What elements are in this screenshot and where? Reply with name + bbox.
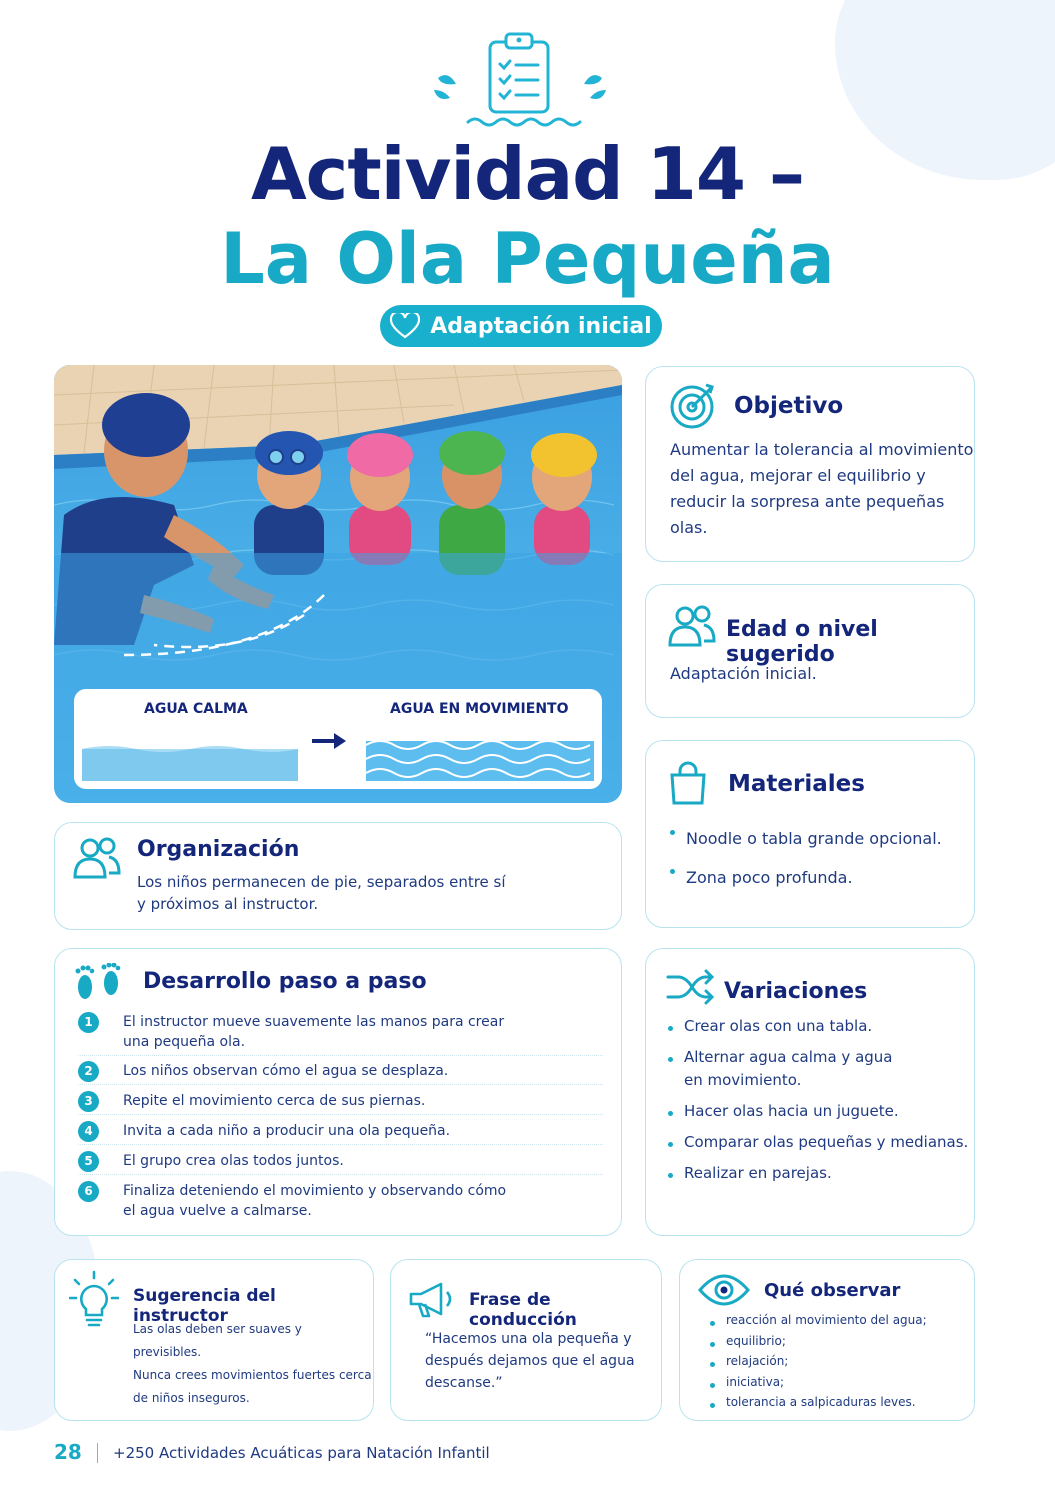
observar-item: equilibrio; — [708, 1331, 968, 1352]
step-text: Invita a cada niño a producir una ola pequeña. — [123, 1123, 451, 1139]
calm-water-label: AGUA CALMA — [144, 701, 248, 717]
frase-line: “Hacemos una ola pequeña y — [425, 1331, 632, 1347]
observar-item: reacción al movimiento del agua; — [708, 1310, 968, 1331]
page-title-line2: La Ola Pequeña — [220, 218, 835, 300]
step-text: Los niños observan cómo el agua se desplaza. — [123, 1063, 449, 1079]
observar-heading: Qué observar — [764, 1280, 901, 1301]
step-number: 3 — [78, 1091, 99, 1112]
frase-line: después dejamos que el agua — [425, 1353, 635, 1369]
step-item — [78, 1061, 603, 1085]
megaphone-icon — [407, 1280, 457, 1320]
edad-card — [645, 584, 975, 718]
objetivo-line: Aumentar la tolerancia al movimiento — [670, 440, 974, 459]
objetivo-heading: Objetivo — [734, 393, 844, 419]
footer-divider — [97, 1443, 98, 1463]
step-number: 5 — [78, 1151, 99, 1172]
observar-card — [679, 1259, 975, 1421]
variaciones-item — [666, 1015, 971, 1038]
step-item — [78, 1121, 603, 1145]
objetivo-line: del agua, mejorar el equilibrio y — [670, 466, 926, 485]
step-text: El grupo crea olas todos juntos. — [123, 1153, 344, 1169]
objetivo-line: reducir la sorpresa ante pequeñas — [670, 492, 945, 511]
category-badge — [380, 305, 662, 347]
sugerencia-card — [54, 1259, 374, 1421]
sugerencia-heading: Sugerencia del instructor — [133, 1286, 276, 1326]
materiales-item: Noodle o tabla grande opcional. — [668, 819, 968, 858]
variaciones-item — [666, 1100, 971, 1123]
moving-water-label: AGUA EN MOVIMIENTO — [390, 701, 569, 717]
step-item — [78, 1091, 603, 1115]
step-text: Finaliza deteniendo el movimiento y observando cómo — [123, 1183, 507, 1199]
eye-icon — [698, 1272, 750, 1308]
step-item — [78, 1151, 603, 1175]
edad-heading: Edad o nivel sugerido — [726, 617, 878, 667]
desarrollo-heading: Desarrollo paso a paso — [143, 969, 427, 994]
sugerencia-line: Nunca crees movimientos fuertes cerca — [133, 1368, 372, 1382]
step-text: El instructor mueve suavemente las manos para crear — [123, 1014, 505, 1030]
heart-icon — [390, 313, 420, 339]
step-item — [78, 1012, 603, 1056]
step-text: Repite el movimiento cerca de sus piernas. — [123, 1093, 426, 1109]
edad-text: Adaptación inicial. — [670, 664, 817, 683]
materiales-heading: Materiales — [728, 771, 865, 797]
step-text: una pequeña ola. — [123, 1034, 246, 1050]
observar-item: iniciativa; — [708, 1372, 968, 1393]
organizacion-line: y próximos al instructor. — [137, 895, 319, 913]
observar-item: tolerancia a salpicaduras leves. — [708, 1392, 968, 1413]
sugerencia-line: Las olas deben ser suaves y previsibles. — [133, 1322, 302, 1359]
frase-card — [390, 1259, 662, 1421]
clipboard-checklist-icon — [430, 28, 610, 138]
variaciones-card — [645, 948, 975, 1236]
organizacion-line: Los niños permanecen de pie, separados entre sí — [137, 873, 506, 891]
materiales-card — [645, 740, 975, 928]
step-number: 2 — [78, 1061, 99, 1082]
step-number: 1 — [78, 1012, 99, 1033]
step-text: el agua vuelve a calmarse. — [123, 1203, 312, 1219]
organizacion-card — [54, 822, 622, 930]
pool-illustration — [54, 365, 622, 803]
users-icon — [73, 837, 121, 879]
step-number: 6 — [78, 1181, 99, 1202]
objetivo-card — [645, 366, 975, 562]
variaciones-item — [666, 1162, 971, 1185]
sugerencia-line: de niños inseguros. — [133, 1391, 250, 1405]
variaciones-text: en movimiento. — [684, 1071, 802, 1089]
variaciones-text: Crear olas con una tabla. — [684, 1017, 873, 1035]
variaciones-item — [666, 1046, 971, 1092]
page-number: 28 — [54, 1440, 82, 1464]
frase-heading: Frase de conducción — [469, 1290, 577, 1330]
shopping-bag-icon — [668, 761, 708, 805]
step-item — [78, 1181, 603, 1225]
variaciones-text: Realizar en parejas. — [684, 1164, 832, 1182]
category-badge-label: Adaptación inicial — [430, 313, 652, 339]
variaciones-item — [666, 1131, 971, 1154]
variaciones-text: Comparar olas pequeñas y medianas. — [684, 1133, 969, 1151]
variaciones-heading: Variaciones — [724, 979, 868, 1004]
materiales-item: Zona poco profunda. — [668, 858, 968, 897]
observar-item: relajación; — [708, 1351, 968, 1372]
footprints-icon — [71, 963, 125, 1003]
target-icon — [668, 381, 718, 431]
page-title-line1: Actividad 14 – — [250, 132, 805, 216]
variaciones-text: Alternar agua calma y agua — [684, 1048, 893, 1066]
lightbulb-icon — [69, 1270, 119, 1332]
step-number: 4 — [78, 1121, 99, 1142]
organizacion-heading: Organización — [137, 837, 300, 862]
book-title: +250 Actividades Acuáticas para Natación Infantil — [113, 1444, 490, 1462]
users-icon — [668, 605, 716, 647]
frase-line: descanse.” — [425, 1375, 503, 1391]
objetivo-line: olas. — [670, 518, 708, 537]
variaciones-text: Hacer olas hacia un juguete. — [684, 1102, 899, 1120]
shuffle-icon — [666, 969, 714, 1005]
